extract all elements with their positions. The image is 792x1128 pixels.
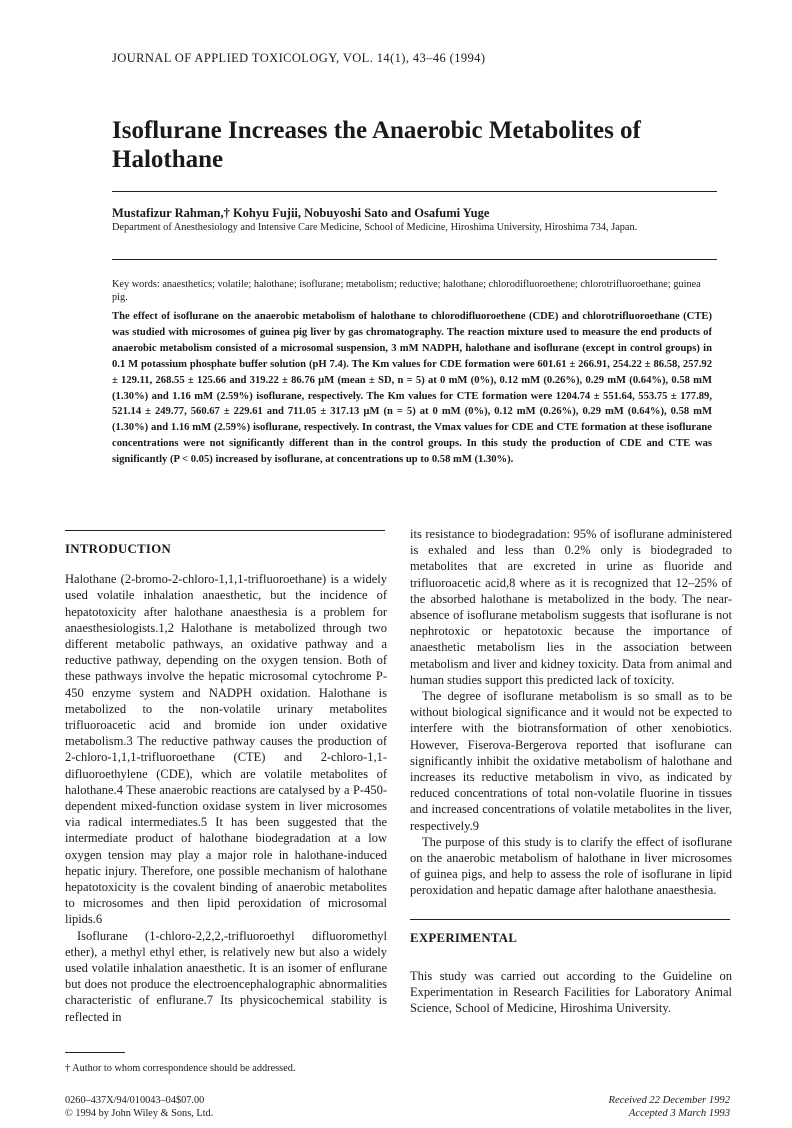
title-rule [112, 191, 717, 192]
right-column [410, 526, 732, 1016]
abstract: The effect of isoflurane on the anaerobic metabolism of halothane to chlorodifluoroethene (CDE) and chlorotrifluoroethane (CTE) was studied with microsomes of guinea pig liver by gas chromatography. The reaction mixture used to measure the end products of anaerobic metabolism consisted of a microsomal suspension, 3 mM NADPH, halothane and isoflurane (except in control groups) in 0.1 M potassium phosphate buffer solution (pH 7.4). The Km values for CDE formation were 601.61 ± 266.91, 254.22 ± 86.58, 257.92 ± 129.11, 268.55 ± 125.66 and 319.22 ± 86.76 µM (mean ± SD, n = 5) at 0 mM (0%), 0.12 mM (0.26%), 0.29 mM (0.64%), 0.58 mM (1.30%) and 1.16 mM (2.59%) isoflurane, respectively. The Km values for CTE formation were 1204.74 ± 551.64, 553.75 ± 177.89, 521.14 ± 249.77, 560.67 ± 229.61 and 711.05 ± 317.13 µM (n = 5) at 0 mM (0%), 0.12 mM (0.26%), 0.29 mM (0.64%), 0.58 mM (1.30%) and 1.16 mM (2.59%) isoflurane, respectively. In contrast, the Vmax values for CDE and CTE formation at these isoflurane concentrations were not significantly different than in the control groups. In this study the production of CDE and CTE was significantly (P < 0.05) increased by isoflurane, at concentrations up to 0.58 mM (1.30%). [112, 311, 712, 466]
copyright-line: © 1994 by John Wiley & Sons, Ltd. [65, 1108, 214, 1119]
section-heading-experimental: EXPERIMENTAL [410, 930, 518, 945]
footnote: † Author to whom correspondence should be addressed. [65, 1063, 296, 1074]
article-dates [609, 1094, 730, 1120]
body-paragraph-2: The degree of isoflurane metabolism is so small as to be without biological significance and it would not be expected to interfere with the biotransformation of other xenobiotics. However, Fiserova-Bergerova reported that isoflurane can significantly inhibit the oxidative metabolism of halothane and increases its reductive metabolism in vivo, as indicated by reduced concentrations of total non-volatile fluorine in tissues and increased concentrations of volatile metabolites in the liver, respectively.9 [410, 689, 732, 833]
article-title: Isoflurane Increases the Anaerobic Metabolites of Halothane [112, 117, 641, 173]
keywords: Key words: anaesthetics; volatile; halothane; isoflurane; metabolism; reductive; halothane; chlorodifluoroethene; chlorotrifluoroethane; guinea pig. [112, 279, 701, 303]
section-rule [65, 530, 385, 531]
copyright [65, 1094, 213, 1120]
body-paragraph-3: The purpose of this study is to clarify the effect of isoflurane on the anaerobic metabolism of halothane in liver microsomes of guinea pigs, and help to assess the role of isoflurane in lipid peroxidation and hepatic damage after halothane anaesthesia. [410, 834, 732, 898]
author-list: Mustafizur Rahman,† Kohyu Fujii, Nobuyoshi Sato and Osafumi Yuge [112, 206, 490, 220]
running-head: JOURNAL OF APPLIED TOXICOLOGY, VOL. 14(1), 43–46 (1994) [112, 51, 486, 65]
intro-paragraph-2: Isoflurane (1-chloro-2,2,2,-trifluoroethyl difluoromethyl ether), a methyl ethyl ether, is relatively new but also a widely used volatile inhalation anaesthetic. It is an isomer of enflurane but does not produce the electroencephalographic abnormalities characteristic of enflurane.7 Its physicochemical stability is reflected in [65, 928, 387, 1024]
left-column [65, 542, 387, 1025]
section-heading-introduction: INTRODUCTION [65, 542, 171, 556]
section-rule [410, 919, 730, 920]
footnote-rule [65, 1052, 125, 1053]
received-date: Received 22 December 1992 [608, 1095, 730, 1106]
accepted-date: Accepted 3 March 1993 [628, 1108, 730, 1119]
header-rule [112, 259, 717, 260]
experimental-paragraph: This study was carried out according to the Guideline on Experimentation in Research Facilities for Laboratory Animal Science, School of Medicine, Hiroshima University. [410, 968, 732, 1016]
body-paragraph-1: its resistance to biodegradation: 95% of isoflurane administered is exhaled and less than 0.2% only is biodegraded to metabolites that are excreted in urine as fluoride and trifluoroacetic acid,8 where as it is recognized that 12–25% of the absorbed halothane is metabolized in the body. The near-absence of isoflurane metabolism suggests that isoflurane is not nephrotoxic or hepatotoxic because the importance of anaesthetic metabolism lies in the association between metabolism and liver and kidney toxicity. Data from animal and human studies support this predicted lack of toxicity. [410, 527, 732, 687]
affiliation: Department of Anesthesiology and Intensive Care Medicine, School of Medicine, Hiroshima University, Hiroshima 734, Japan. [112, 222, 638, 233]
intro-paragraph-1: Halothane (2-bromo-2-chloro-1,1,1-trifluoroethane) is a widely used volatile inhalation anaesthetic, but the incidence of hepatotoxicity after halothane anaesthesia is a problem for anaesthesiologists.1,2 Halothane is metabolized through two different metabolic pathways, an oxidative pathway and a reductive pathway, depending on the oxygen tension. Both of these pathways involve the hepatic microsomal cytochrome P-450 enzyme system and NADPH oxidation. Halothane is metabolized to the non-volatile urinary metabolites trifluoroacetic acid and bromide ion under oxidative metabolism.3 The reductive pathway causes the production of 2-chloro-1,1,1-trifluoroethane (CTE) and 2-chloro-1,1-difluoroethylene (CDE), which are volatile metabolites of halothane.4 These anaerobic reactions are catalysed by a P-450-dependent mixed-function oxidase system in liver microsomes via radical intermediates.5 It has been suggested that the intermediate product of halothane biodegradation at a low oxygen tension may play a major role in halothane-induced hepatic injury. Therefore, one possible mechanism of halothane hepatotoxicity is the covalent binding of anaerobic metabolites to microsomes and then lipid peroxidation of microsomal lipids.6 [65, 572, 387, 927]
issn-line: 0260–437X/94/010043–04$07.00 [65, 1095, 205, 1106]
